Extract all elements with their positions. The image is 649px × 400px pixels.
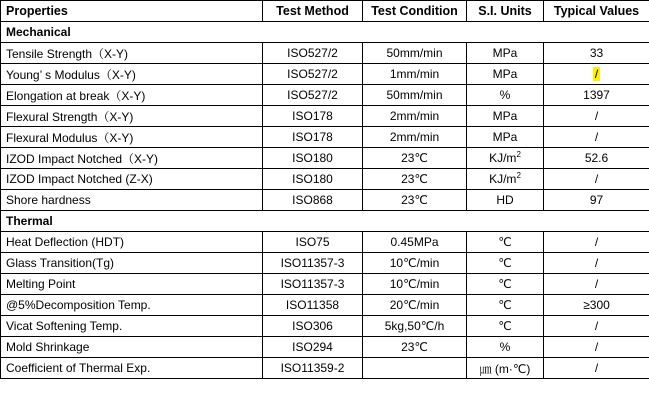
test-condition-cell: 1mm/min xyxy=(363,64,467,85)
test-method-cell: ISO11357-3 xyxy=(263,253,363,274)
table-row xyxy=(1,190,649,211)
typical-value-cell: / xyxy=(544,358,649,379)
test-condition-cell: 50mm/min xyxy=(363,43,467,64)
property-cell: Melting Point xyxy=(1,274,263,295)
typical-value-cell: / xyxy=(544,106,649,127)
typical-value-cell: 97 xyxy=(544,190,649,211)
unit-cell: ℃ xyxy=(467,295,544,316)
table-row xyxy=(1,316,649,337)
typical-value-cell: / xyxy=(544,274,649,295)
typical-value-cell: / xyxy=(544,337,649,358)
unit-cell: % xyxy=(467,85,544,106)
test-method-cell: ISO868 xyxy=(263,190,363,211)
property-cell: Flexural Modulus（X-Y) xyxy=(1,127,263,148)
header-si-units: S.I. Units xyxy=(467,1,544,22)
property-cell: Flexural Strength（X-Y) xyxy=(1,106,263,127)
property-cell: Elongation at break（X-Y) xyxy=(1,85,263,106)
typical-value-cell: / xyxy=(544,127,649,148)
test-condition-cell: 23℃ xyxy=(363,337,467,358)
test-method-cell: ISO11358 xyxy=(263,295,363,316)
test-method-cell: ISO11359-2 xyxy=(263,358,363,379)
unit-cell xyxy=(467,148,544,169)
test-method-cell: ISO306 xyxy=(263,316,363,337)
test-method-cell: ISO294 xyxy=(263,337,363,358)
test-condition-cell: 10℃/min xyxy=(363,253,467,274)
table-row xyxy=(1,232,649,253)
test-condition-cell: 23℃ xyxy=(363,190,467,211)
typical-value-cell xyxy=(544,64,649,85)
section-row-mechanical xyxy=(1,22,649,43)
property-cell: @5%Decomposition Temp. xyxy=(1,295,263,316)
table-row xyxy=(1,127,649,148)
table-row xyxy=(1,106,649,127)
table-row xyxy=(1,169,649,190)
test-condition-cell: 2mm/min xyxy=(363,106,467,127)
table-row xyxy=(1,358,649,379)
table-row xyxy=(1,295,649,316)
table-row xyxy=(1,337,649,358)
test-condition-cell: 20℃/min xyxy=(363,295,467,316)
property-cell: Tensile Strength（X-Y) xyxy=(1,43,263,64)
test-condition-cell: 10℃/min xyxy=(363,274,467,295)
test-condition-cell: 23℃ xyxy=(363,169,467,190)
unit-cell: MPa xyxy=(467,127,544,148)
unit-cell xyxy=(467,169,544,190)
unit-cell: MPa xyxy=(467,106,544,127)
test-method-cell: ISO527/2 xyxy=(263,85,363,106)
property-cell: Shore hardness xyxy=(1,190,263,211)
section-title-mechanical: Mechanical xyxy=(1,22,649,43)
header-test-method: Test Method xyxy=(263,1,363,22)
test-method-cell: ISO180 xyxy=(263,148,363,169)
property-cell: Young’ s Modulus（X-Y) xyxy=(1,64,263,85)
unit-cell: % xyxy=(467,337,544,358)
test-method-cell: ISO180 xyxy=(263,169,363,190)
unit-superscript: 2 xyxy=(516,171,521,180)
test-condition-cell: 23℃ xyxy=(363,148,467,169)
header-test-condition: Test Condition xyxy=(363,1,467,22)
test-condition-cell: 50mm/min xyxy=(363,85,467,106)
thermal-rows xyxy=(1,232,649,379)
property-cell: Glass Transition(Tg) xyxy=(1,253,263,274)
unit-base: KJ/m xyxy=(489,151,517,165)
unit-cell: MPa xyxy=(467,64,544,85)
typical-value-cell: ≥300 xyxy=(544,295,649,316)
table-row xyxy=(1,43,649,64)
typical-value-cell: / xyxy=(544,232,649,253)
section-title-thermal: Thermal xyxy=(1,211,649,232)
property-cell: IZOD Impact Notched (Z-X) xyxy=(1,169,263,190)
test-condition-cell: 5kg,50℃/h xyxy=(363,316,467,337)
highlighted-value: / xyxy=(594,67,599,81)
header-typical-values: Typical Values xyxy=(544,1,649,22)
typical-value-cell: 52.6 xyxy=(544,148,649,169)
header-row xyxy=(1,1,649,22)
test-condition-cell: 0.45MPa xyxy=(363,232,467,253)
test-method-cell: ISO527/2 xyxy=(263,64,363,85)
table-row xyxy=(1,148,649,169)
property-cell: Vicat Softening Temp. xyxy=(1,316,263,337)
header-properties: Properties xyxy=(1,1,263,22)
test-method-cell: ISO11357-3 xyxy=(263,274,363,295)
property-cell: Mold Shrinkage xyxy=(1,337,263,358)
unit-cell: ℃ xyxy=(467,274,544,295)
test-method-cell: ISO75 xyxy=(263,232,363,253)
unit-cell: HD xyxy=(467,190,544,211)
unit-cell: ℃ xyxy=(467,316,544,337)
table-row xyxy=(1,253,649,274)
unit-cell: ℃ xyxy=(467,253,544,274)
unit-base: KJ/m xyxy=(489,172,517,186)
typical-value-cell: 1397 xyxy=(544,85,649,106)
unit-cell: ㎛ (m·℃) xyxy=(467,358,544,379)
section-row-thermal xyxy=(1,211,649,232)
test-method-cell: ISO178 xyxy=(263,106,363,127)
unit-cell: MPa xyxy=(467,43,544,64)
test-method-cell: ISO527/2 xyxy=(263,43,363,64)
property-cell: Heat Deflection (HDT) xyxy=(1,232,263,253)
property-cell: IZOD Impact Notched（X-Y) xyxy=(1,148,263,169)
typical-value-cell: / xyxy=(544,253,649,274)
table-row xyxy=(1,64,649,85)
table-row xyxy=(1,85,649,106)
typical-value-cell: / xyxy=(544,169,649,190)
test-condition-cell: 2mm/min xyxy=(363,127,467,148)
typical-value-cell: 33 xyxy=(544,43,649,64)
typical-value-cell: / xyxy=(544,316,649,337)
mechanical-rows xyxy=(1,43,649,211)
property-cell: Coefficient of Thermal Exp. xyxy=(1,358,263,379)
unit-superscript: 2 xyxy=(516,150,521,159)
test-method-cell: ISO178 xyxy=(263,127,363,148)
test-condition-cell xyxy=(363,358,467,379)
table-row xyxy=(1,274,649,295)
unit-cell: ℃ xyxy=(467,232,544,253)
